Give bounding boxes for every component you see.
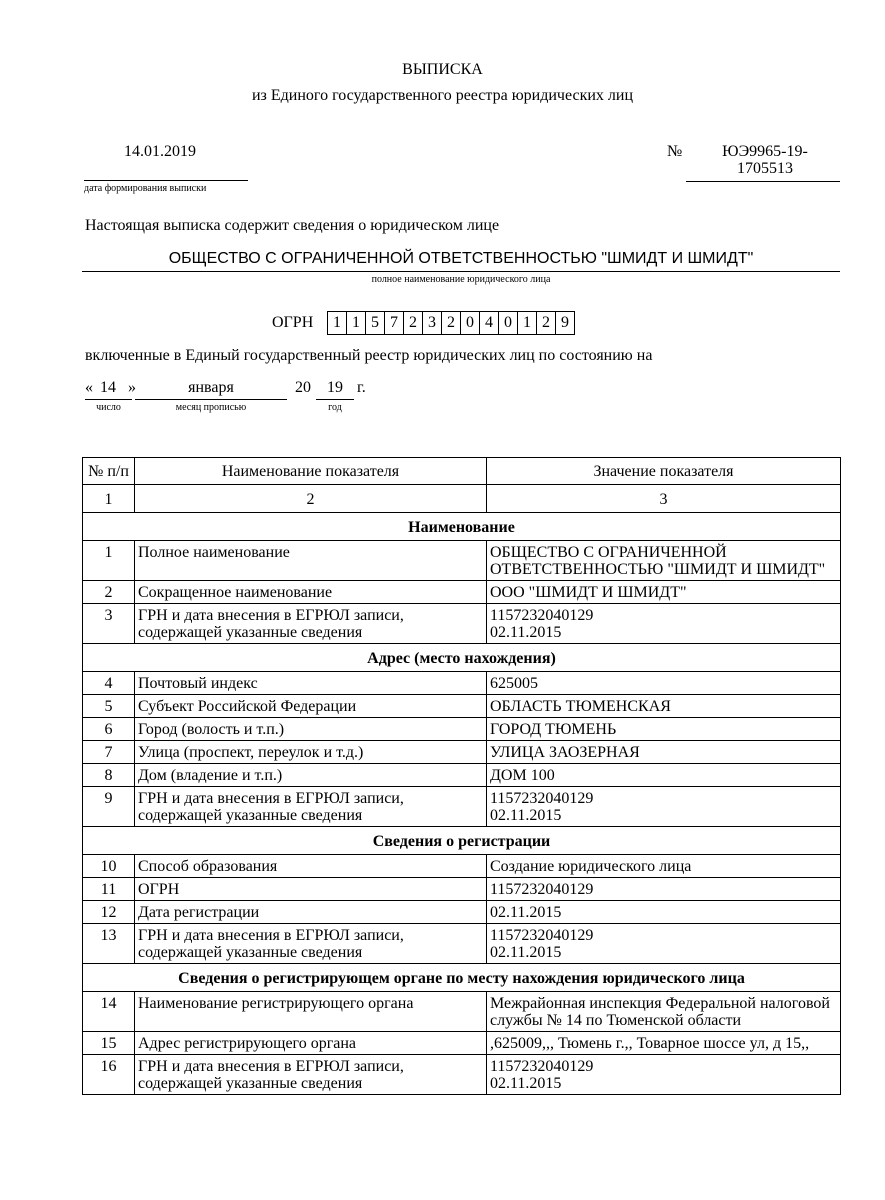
document-title: ВЫПИСКА <box>402 61 483 78</box>
year-suffix: г. <box>357 379 366 396</box>
section-row <box>83 964 841 992</box>
indicator-name: ГРН и дата внесения в ЕГРЮЛ записи, содержащей указанные сведения <box>135 924 487 964</box>
day-open-quote: « <box>85 379 93 396</box>
table-row <box>83 581 841 604</box>
row-number: 2 <box>83 581 135 604</box>
ogrn-digit: 1 <box>333 314 341 331</box>
extract-table <box>82 457 841 1095</box>
date-underline <box>84 180 248 181</box>
intro-text: Настоящая выписка содержит сведения о юридическом лице <box>85 217 500 234</box>
extract-number-line2: 1705513 <box>737 160 793 177</box>
column-number: 1 <box>83 485 135 513</box>
section-title: Сведения о регистрации <box>83 827 841 855</box>
column-number: 3 <box>487 485 841 513</box>
state-century: 20 <box>295 379 311 396</box>
indicator-name: Полное наименование <box>135 541 487 581</box>
day-label: число <box>96 402 121 413</box>
table-row <box>83 764 841 787</box>
day-close-quote: » <box>128 379 136 396</box>
month-label: месяц прописью <box>175 402 247 413</box>
year-label: год <box>328 402 342 413</box>
day-underline <box>85 399 132 400</box>
row-number: 10 <box>83 855 135 878</box>
ogrn-digit: 2 <box>441 312 460 334</box>
indicator-value: ООО "ШМИДТ И ШМИДТ" <box>487 581 841 604</box>
indicator-value: УЛИЦА ЗАОЗЕРНАЯ <box>487 741 841 764</box>
extract-number-line1: ЮЭ9965-19- <box>722 143 808 160</box>
section-title: Сведения о регистрирующем органе по месту нахождения юридического лица <box>83 964 841 992</box>
extract-number <box>690 143 840 177</box>
indicator-name: Улица (проспект, переулок и т.д.) <box>135 741 487 764</box>
ogrn-digit: 1 <box>517 312 536 334</box>
table-row <box>83 924 841 964</box>
table-row <box>83 901 841 924</box>
indicator-name: Способ образования <box>135 855 487 878</box>
number-sign: № <box>667 143 683 160</box>
state-day: 14 <box>100 379 116 396</box>
indicator-name: Адрес регистрирующего органа <box>135 1032 487 1055</box>
section-title: Наименование <box>83 513 841 541</box>
ogrn-digit: 5 <box>365 312 384 334</box>
indicator-value: 625005 <box>487 672 841 695</box>
indicator-value: 1157232040129 02.11.2015 <box>487 604 841 644</box>
row-number: 16 <box>83 1055 135 1095</box>
ogrn-digit: 3 <box>422 312 441 334</box>
ogrn-digit: 7 <box>384 312 403 334</box>
included-text: включенные в Единый государственный реестр юридических лиц по состоянию на <box>85 347 653 364</box>
indicator-value: 02.11.2015 <box>487 901 841 924</box>
row-number: 9 <box>83 787 135 827</box>
indicator-value: ДОМ 100 <box>487 764 841 787</box>
table-row <box>83 604 841 644</box>
row-number: 11 <box>83 878 135 901</box>
org-name-label: полное наименование юридического лица <box>371 274 551 285</box>
table-header-row <box>83 458 841 485</box>
row-number: 12 <box>83 901 135 924</box>
column-number-row <box>83 485 841 513</box>
table-row <box>83 695 841 718</box>
table-row <box>83 718 841 741</box>
row-number: 7 <box>83 741 135 764</box>
row-number: 15 <box>83 1032 135 1055</box>
indicator-name: Почтовый индекс <box>135 672 487 695</box>
indicator-name: ГРН и дата внесения в ЕГРЮЛ записи, содержащей указанные сведения <box>135 1055 487 1095</box>
table-row <box>83 1032 841 1055</box>
ogrn-digit: 2 <box>403 312 422 334</box>
formation-date-label: дата формирования выписки <box>84 183 207 194</box>
header-indicator: Наименование показателя <box>135 458 487 485</box>
indicator-name: Наименование регистрирующего органа <box>135 992 487 1032</box>
number-underline <box>686 181 840 182</box>
ogrn-digit: 9 <box>555 312 574 334</box>
section-row <box>83 827 841 855</box>
indicator-name: ГРН и дата внесения в ЕГРЮЛ записи, содержащей указанные сведения <box>135 604 487 644</box>
indicator-value: ,625009,,, Тюмень г.,, Товарное шоссе ул, д 15,, <box>487 1032 841 1055</box>
document-subtitle: из Единого государственного реестра юридических лиц <box>251 87 634 104</box>
state-month: января <box>188 379 234 396</box>
indicator-value: ОБЛАСТЬ ТЮМЕНСКАЯ <box>487 695 841 718</box>
indicator-name: Город (волость и т.п.) <box>135 718 487 741</box>
table-row <box>83 878 841 901</box>
ogrn-digit: 0 <box>498 312 517 334</box>
indicator-value: 1157232040129 02.11.2015 <box>487 1055 841 1095</box>
formation-date: 14.01.2019 <box>124 143 196 160</box>
table-row <box>83 992 841 1032</box>
header-number: № п/п <box>83 458 135 485</box>
ogrn-label: ОГРН <box>272 314 314 331</box>
table-row <box>83 541 841 581</box>
table-row <box>83 741 841 764</box>
indicator-name: Субъект Российской Федерации <box>135 695 487 718</box>
table-row <box>83 855 841 878</box>
year-underline <box>316 399 354 400</box>
table-row <box>83 787 841 827</box>
org-name-underline <box>82 271 840 272</box>
row-number: 6 <box>83 718 135 741</box>
row-number: 14 <box>83 992 135 1032</box>
indicator-name: Сокращенное наименование <box>135 581 487 604</box>
section-title: Адрес (место нахождения) <box>83 644 841 672</box>
row-number: 4 <box>83 672 135 695</box>
header-value: Значение показателя <box>487 458 841 485</box>
indicator-value: 1157232040129 02.11.2015 <box>487 924 841 964</box>
row-number: 8 <box>83 764 135 787</box>
ogrn-digit: 1 <box>346 312 365 334</box>
column-number: 2 <box>135 485 487 513</box>
row-number: 3 <box>83 604 135 644</box>
month-underline <box>135 399 287 400</box>
row-number: 1 <box>83 541 135 581</box>
ogrn-digit: 0 <box>460 312 479 334</box>
ogrn-digit: 2 <box>536 312 555 334</box>
org-full-name: ОБЩЕСТВО С ОГРАНИЧЕННОЙ ОТВЕТСТВЕННОСТЬЮ "ШМИДТ И ШМИДТ" <box>168 250 754 267</box>
indicator-name: Дата регистрации <box>135 901 487 924</box>
indicator-value: ГОРОД ТЮМЕНЬ <box>487 718 841 741</box>
indicator-value: 1157232040129 <box>487 878 841 901</box>
indicator-name: ОГРН <box>135 878 487 901</box>
row-number: 5 <box>83 695 135 718</box>
section-row <box>83 644 841 672</box>
indicator-name: Дом (владение и т.п.) <box>135 764 487 787</box>
indicator-value: 1157232040129 02.11.2015 <box>487 787 841 827</box>
section-row <box>83 513 841 541</box>
ogrn-digit-boxes <box>327 311 575 335</box>
table-row <box>83 1055 841 1095</box>
ogrn-digit: 4 <box>479 312 498 334</box>
indicator-value: Межрайонная инспекция Федеральной налоговой службы № 14 по Тюменской области <box>487 992 841 1032</box>
state-year: 19 <box>327 379 343 396</box>
indicator-name: ГРН и дата внесения в ЕГРЮЛ записи, содержащей указанные сведения <box>135 787 487 827</box>
indicator-value: ОБЩЕСТВО С ОГРАНИЧЕННОЙ ОТВЕТСТВЕННОСТЬЮ "ШМИДТ И ШМИДТ" <box>487 541 841 581</box>
row-number: 13 <box>83 924 135 964</box>
table-row <box>83 672 841 695</box>
indicator-value: Создание юридического лица <box>487 855 841 878</box>
